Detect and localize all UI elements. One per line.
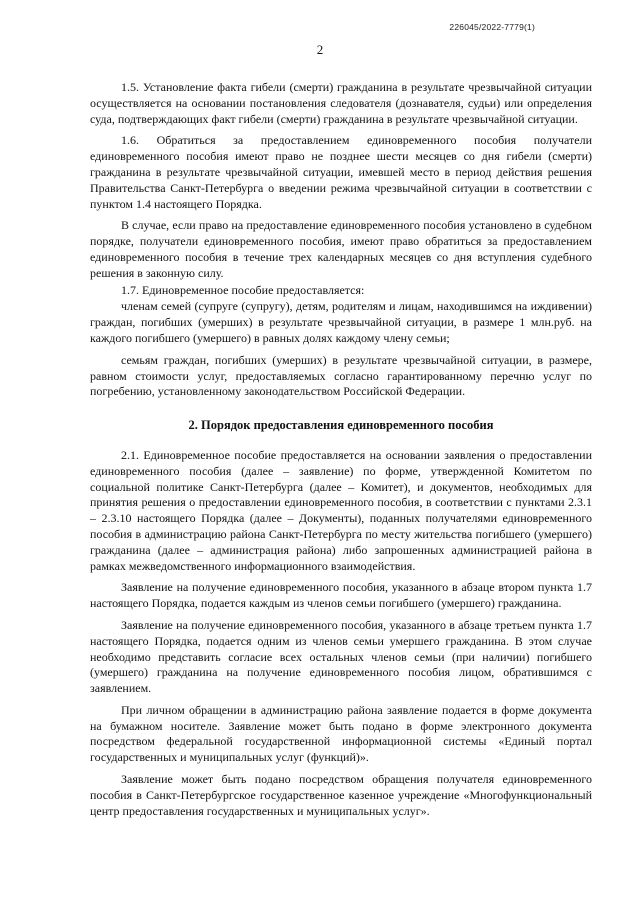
paragraph-mfc: Заявление может быть подано посредством обращения получателя единовременного пособия в Санкт-Петербургское государственное казенное учреждение «Многофункциональный центр предоставления государственных и муниципальных услуг».	[90, 772, 592, 818]
paragraph-1-6: 1.6. Обратиться за предоставлением единовременного пособия получатели единовременного пособия имеют право не позднее шести месяцев со дня гибели (смерти) гражданина в результате чрезвычайной ситуации, имевшей место в период действия решения Правительства Санкт-Петербурга о введении режима чрезвычайной ситуации в соответствии с пунктом 1.4 настоящего Порядка.	[90, 133, 592, 211]
section-2-heading: 2. Порядок предоставления единовременного пособия	[188, 418, 494, 433]
paragraph-1-5: 1.5. Установление факта гибели (смерти) гражданина в результате чрезвычайной ситуации осуществляется на основании постановления следователя (дознавателя, судьи) или определения суда, подтверждающих факт гибели (смерти) гражданина в результате чрезвычайной ситуации.	[90, 80, 592, 126]
paragraph-personal-visit: При личном обращении в администрацию района заявление подается в форме документа на бумажном носителе. Заявление может быть подано в форме электронного документа посредством федеральной государственной информационной системы «Единый портал государственных и муниципальных услуг (функций)».	[90, 702, 592, 765]
document-number: 226045/2022-7779(1)	[449, 22, 535, 32]
page-number: 2	[316, 42, 324, 57]
paragraph-application-one: Заявление на получение единовременного пособия, указанного в абзаце третьем пункта 1.7 настоящего Порядка, подается одним из членов семьи умершего гражданина. В этом случае необходимо представить согласие всех остальных членов семьи (при наличии) погибшего (умершего) гражданина на получение единовременного пособия лицом, обратившимся с заявлением.	[90, 617, 592, 696]
paragraph-funeral-services: семьям граждан, погибших (умерших) в результате чрезвычайной ситуации, в размере, равном стоимости услуг, предоставляемых согласно гарантированному перечню услуг по погребению, установленному законодательством Российской Федерации.	[90, 352, 592, 399]
paragraph-2-1: 2.1. Единовременное пособие предоставляется на основании заявления о предоставлении единовременного пособия (далее – заявление) по форме, утвержденной Комитетом по социальной политике Санкт-Петербурга (далее – Комитет), и документов, необходимых для принятия решения о предоставлении единовременного пособия, в соответствии с пунктами 2.3.1 – 2.3.10 настоящего Порядка (далее – Документы), поданных получателями единовременного пособия в администрацию района Санкт-Петербурга по месту жительства погибшего (умершего) гражданина (далее – администрация района) либо запрошенных администрацией района в рамках межведомственного информационного взаимодействия.	[90, 447, 592, 573]
paragraph-family-members: членам семей (супруге (супругу), детям, родителям и лицам, находившимся на иждивении) граждан, погибших (умерших) в результате чрезвычайной ситуации, в размере 1 млн.руб. на каждого погибшего (умершего) в равных долях каждому члену семьи;	[90, 299, 592, 345]
paragraph-1-7: 1.7. Единовременное пособие предоставляется:	[121, 282, 365, 297]
document-body	[90, 80, 592, 820]
paragraph-court-order: В случае, если право на предоставление единовременного пособия установлено в судебном порядке, получатели единовременного пособия, имеют право обратиться за предоставлением единовременного пособия в течение трех календарных месяцев со дня вступления судебного решения в законную силу.	[90, 218, 592, 280]
paragraph-application-each: Заявление на получение единовременного пособия, указанного в абзаце втором пункта 1.7 настоящего Порядка, подается каждым из членов семьи погибшего (умершего) гражданина.	[90, 580, 592, 611]
